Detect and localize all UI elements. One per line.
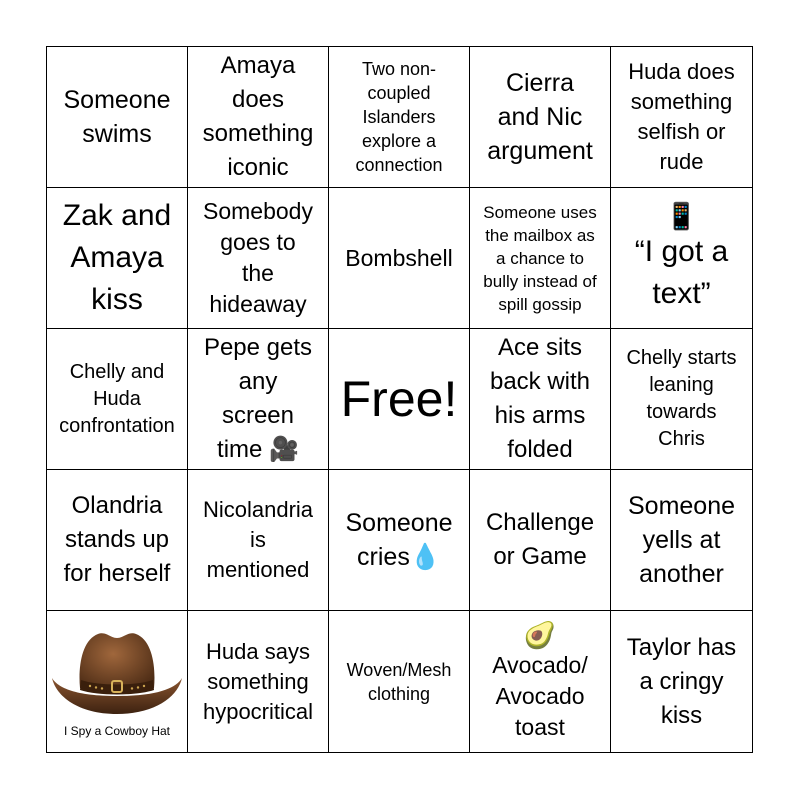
cell-text: Chelly starts leaning towards Chris [626, 347, 737, 450]
bingo-cell[interactable] [470, 470, 611, 611]
bingo-cell[interactable] [188, 611, 329, 752]
cell-text: Zak and Amaya kiss [62, 199, 172, 316]
bingo-cell[interactable] [470, 47, 611, 188]
cell-text: Somebody goes to the hideaway [203, 198, 313, 317]
bingo-cell[interactable] [47, 611, 188, 752]
bingo-cell[interactable] [611, 188, 752, 329]
phone-icon: 📱 [665, 201, 698, 231]
cell-text: I Spy a Cowboy Hat [63, 723, 171, 738]
bingo-board [46, 46, 753, 753]
cell-text: Cierra and Nic argument [487, 69, 593, 165]
bingo-cell[interactable] [188, 47, 329, 188]
cell-text: Amaya does something iconic [202, 52, 314, 181]
bingo-cell[interactable] [470, 611, 611, 752]
cell-text: Taylor has a cringy kiss [626, 633, 737, 729]
bingo-cell-free[interactable] [329, 329, 470, 470]
bingo-cell[interactable] [188, 329, 329, 470]
cell-text: Nicolandria is mentioned [202, 497, 314, 582]
bingo-cell[interactable] [47, 47, 188, 188]
bingo-cell[interactable] [611, 329, 752, 470]
bingo-cell[interactable] [470, 188, 611, 329]
free-space-text: Free! [340, 371, 458, 427]
bingo-cell[interactable] [329, 470, 470, 611]
bingo-cell[interactable] [611, 611, 752, 752]
cell-text: Challenge or Game [485, 509, 595, 570]
bingo-cell[interactable] [47, 329, 188, 470]
bingo-cell[interactable] [611, 47, 752, 188]
cell-text: Huda does something selfish or rude [628, 59, 735, 174]
cell-text: Someone yells at another [627, 492, 736, 588]
bingo-cell[interactable] [329, 188, 470, 329]
cowboy-hat-icon [48, 626, 186, 722]
cell-text: Bombshell [345, 244, 453, 271]
bingo-cell[interactable] [47, 188, 188, 329]
cell-text: Someone cries💧 [345, 509, 453, 571]
bingo-cell[interactable] [329, 47, 470, 188]
bingo-cell[interactable] [611, 470, 752, 611]
cell-text: Olandria stands up for herself [63, 492, 171, 587]
cell-text: Huda says something hypocritical [202, 638, 314, 724]
bingo-cell[interactable] [188, 470, 329, 611]
cell-text: Ace sits back with his arms folded [489, 334, 591, 463]
cell-text: Avocado/ Avocado toast [492, 652, 588, 740]
cell-text: Woven/Mesh clothing [346, 659, 452, 704]
cell-text: “I got a text” [634, 235, 729, 310]
cell-text: Someone swims [63, 86, 171, 148]
bingo-cell[interactable] [470, 329, 611, 470]
bingo-cell[interactable] [188, 188, 329, 329]
avocado-icon: 🥑 [523, 620, 557, 650]
cell-text: Chelly and Huda confrontation [59, 360, 175, 437]
cell-text: Someone uses the mailbox as a chance to bully instead of spill gossip [483, 202, 597, 314]
bingo-cell[interactable] [47, 470, 188, 611]
bingo-cell[interactable] [329, 611, 470, 752]
cell-text: Pepe gets any screen time 🎥 [203, 334, 313, 463]
cell-text: Two non- coupled Islanders explore a connection [355, 59, 443, 175]
